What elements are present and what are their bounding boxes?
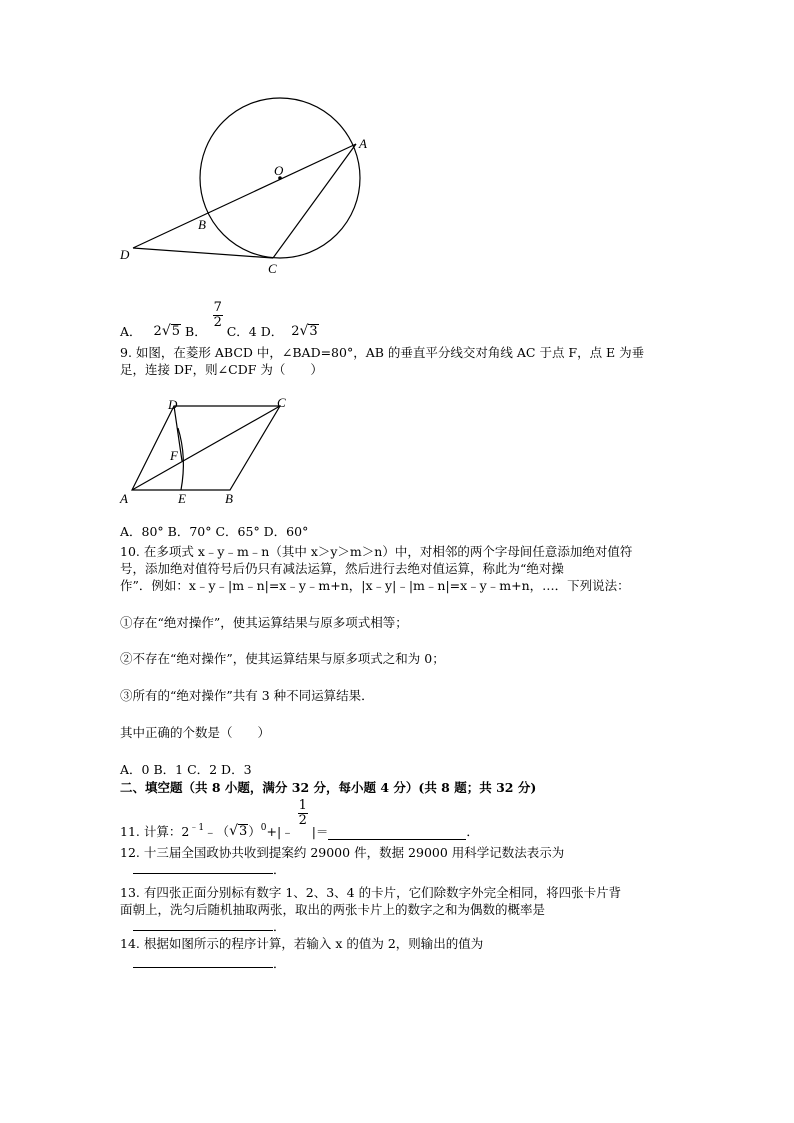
q14-line-1: 14. 根据如图所示的程序计算，若输入 x 的值为 2，则输出的值为	[120, 936, 484, 951]
q8-option-cd: C．4 D．	[226, 324, 284, 339]
line-d-a	[133, 144, 356, 248]
q11-line: 11. 计算：2 $^{﹣1}$ ﹣（ √3 ） $^0$ +|﹣ $\frac{1}{2}$ |＝ ．	[120, 798, 479, 839]
label-a: A	[120, 491, 128, 506]
diagonal-ac	[132, 406, 280, 490]
q12-line-1: 12. 十三届全国政协共收到提案约 29000 件，数据 29000 用科学记数法表示为	[120, 845, 565, 860]
rhombus-figure	[112, 392, 302, 510]
q10-line-2: 号，添加绝对值符号后仍只有减法运算，然后进行去绝对值运算，称此为“绝对操	[120, 561, 564, 576]
label-d: D	[120, 247, 130, 262]
label-o: O	[274, 163, 284, 178]
label-d: D	[168, 397, 178, 412]
label-b: B	[225, 491, 233, 506]
q11-answer-blank[interactable]	[328, 826, 466, 840]
q12-line-2: ．	[133, 860, 286, 878]
q10-statement-3: ③所有的“绝对操作”共有 3 种不同运算结果．	[120, 688, 374, 703]
q9-line-1: 9. 如图，在菱形 ABCD 中，∠BAD=80°，AB 的垂直平分线交对角线 AC 于点 F，点 E 为垂	[120, 345, 645, 360]
q11-fraction: $\frac{1}{2}$	[298, 798, 307, 828]
label-a: A	[359, 136, 367, 151]
q13-answer-blank[interactable]	[133, 917, 273, 931]
q13-line-3: ．	[133, 917, 286, 935]
q11-sqrt: √3	[229, 823, 248, 839]
q9-line-2: 足，连接 DF，则∠CDF 为（ ）	[120, 362, 323, 377]
q10-options: A．0 B．1 C．2 D．3	[120, 762, 252, 777]
label-b: B	[198, 217, 206, 232]
q13-line-1: 13. 有四张正面分别标有数字 1、2、3、4 的卡片，它们除数字外完全相同，将四张卡片背	[120, 885, 622, 900]
q8-option-a-value: 2√5	[153, 323, 181, 339]
q10-statement-2: ②不存在“绝对操作”，使其运算结果与原多项式之和为 0；	[120, 651, 445, 666]
q14-answer-blank[interactable]	[133, 954, 273, 968]
section-2-heading: 二、填空题（共 8 小题，满分 32 分，每小题 4 分）(共 8 题；共 32 分)	[120, 780, 537, 795]
q10-line-3: 作”．例如：x﹣y﹣|m﹣n|=x﹣y﹣m+n，|x﹣y|﹣|m﹣n|=x﹣y﹣m+n，…．下列说法：	[120, 578, 630, 593]
q8-options	[120, 300, 319, 340]
q14-line-2: ．	[133, 954, 286, 972]
q9-options: A．80° B．70° C．65° D．60°	[120, 524, 309, 539]
label-f: F	[170, 448, 178, 463]
circle-figure	[110, 95, 390, 285]
label-c: C	[268, 261, 277, 276]
q8-option-a-label: A．	[120, 324, 142, 339]
q8-option-b-label: B．	[185, 324, 207, 339]
label-e: E	[178, 491, 186, 506]
line-a-c	[273, 144, 356, 258]
q13-line-2: 面朝上，洗匀后随机抽取两张，取出的两张卡片上的数字之和为偶数的概率是	[120, 902, 546, 917]
label-c: C	[277, 395, 286, 410]
q8-option-b-fraction: $\frac{7}{2}$	[213, 300, 222, 330]
q8-option-d-value: 2√3	[291, 323, 318, 339]
q12-answer-blank[interactable]	[133, 860, 273, 874]
q10-line-1: 10. 在多项式 x﹣y﹣m﹣n（其中 x＞y＞m＞n）中，对相邻的两个字母间任意添加绝对值符	[120, 544, 633, 559]
q10-statement-1: ①存在“绝对操作”，使其运算结果与原多项式相等；	[120, 615, 408, 630]
q10-question: 其中正确的个数是（ ）	[120, 725, 271, 740]
